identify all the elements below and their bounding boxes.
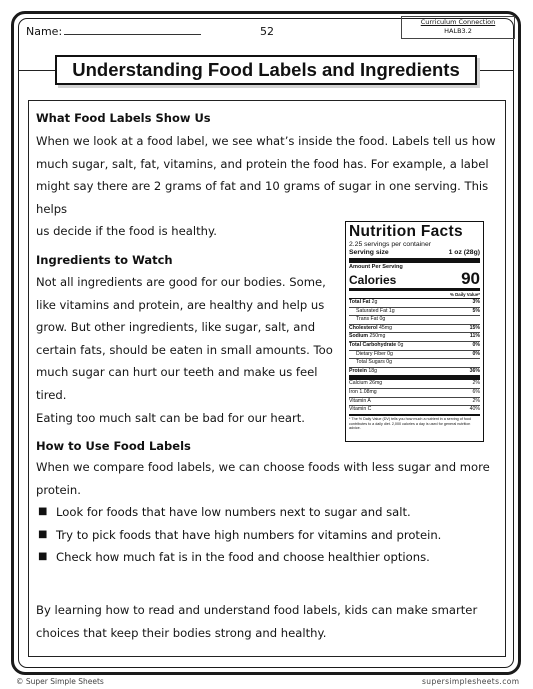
nutrient-dv: 6% xyxy=(472,388,480,395)
nutrient-row xyxy=(349,389,480,398)
section-text-conclusion xyxy=(36,599,502,644)
nutrient-row xyxy=(349,398,480,407)
nutrient-row xyxy=(349,368,480,381)
section-heading-ingredients: Ingredients to Watch xyxy=(36,253,173,267)
nutrient-amount: 0g xyxy=(396,341,404,348)
nutrient-label: Protein xyxy=(349,367,367,374)
servings-per-container: 2.25 servings per container xyxy=(349,241,431,248)
nutrient-row xyxy=(349,342,480,351)
nutrient-row xyxy=(349,299,480,308)
curriculum-title: Curriculum Connection xyxy=(420,18,496,26)
nutrient-label: Saturated Fat xyxy=(356,307,388,314)
bullet-icon: ■ xyxy=(38,528,48,540)
nutrient-amount: 1g xyxy=(387,307,395,314)
nutrient-name xyxy=(349,308,395,316)
nutrient-name xyxy=(349,351,393,359)
nutrient-amount: 18g xyxy=(366,367,377,374)
nutrient-label: Dietary Fiber xyxy=(356,350,386,357)
nutrient-row xyxy=(349,406,480,416)
nutrient-amount: 45mg xyxy=(377,324,392,331)
text-line: much sugar, salt, fat, vitamins, and protein the food has. For example, a label xyxy=(36,156,489,171)
bullet-icon: ■ xyxy=(38,506,48,517)
nutrient-amount: 26mg xyxy=(367,380,383,387)
nutrient-label: Total Carbohydrate xyxy=(349,341,397,348)
nutrient-dv: 40% xyxy=(469,406,480,413)
list-item xyxy=(36,524,502,547)
curriculum-connection-box xyxy=(401,16,515,39)
amount-per-serving: Amount Per Serving xyxy=(349,264,403,270)
page-number: 52 xyxy=(260,25,274,38)
nutrient-name xyxy=(349,316,385,324)
text-line: By learning how to read and understand food labels, kids can make smarter xyxy=(36,603,478,617)
nutrient-amount: 0g xyxy=(384,359,393,366)
nutrient-dv: 3% xyxy=(472,299,480,305)
nutrient-row xyxy=(349,380,480,389)
serving-size-label: Serving size xyxy=(349,249,389,256)
nutrient-rows xyxy=(349,299,480,380)
list-item xyxy=(36,501,502,524)
nutrient-name xyxy=(349,325,392,333)
nutrient-label: Trans Fat xyxy=(356,316,379,323)
nutrient-dv: 2% xyxy=(472,397,480,404)
nutrient-name xyxy=(349,299,377,307)
nutrient-label: Sodium xyxy=(349,333,369,340)
nutrient-row xyxy=(349,308,480,317)
list-item xyxy=(36,546,502,569)
nutrient-label: Vitamin C xyxy=(349,406,372,413)
nutrient-label: Calcium xyxy=(349,380,368,387)
nutrient-dv: 11% xyxy=(469,333,480,340)
nutrient-amount: 2g xyxy=(370,299,378,305)
serving-size-row xyxy=(349,249,480,263)
nutrition-facts-label xyxy=(345,221,484,442)
bullet-icon: ■ xyxy=(38,551,48,563)
nutrient-dv: 15% xyxy=(469,324,480,331)
nutrient-dv: 0% xyxy=(472,341,480,348)
section-heading-labels: What Food Labels Show Us xyxy=(36,111,211,125)
vitamin-rows xyxy=(349,380,480,415)
serving-size-value: 1 oz (28g) xyxy=(448,249,480,256)
text-line: protein. xyxy=(36,482,81,497)
name-line[interactable] xyxy=(64,25,201,35)
nutrient-row xyxy=(349,333,480,342)
text-line: choices that keep their bodies strong and healthy. xyxy=(36,625,327,640)
calories-value: 90 xyxy=(461,269,480,288)
nutrient-dv: 36% xyxy=(469,367,480,374)
list-item-text: Try to pick foods that have high numbers for vitamins and protein. xyxy=(56,527,442,542)
text-line: much sugar can hurt our teeth and make us feel tired. xyxy=(36,365,318,402)
nutrient-amount: 0g xyxy=(385,350,393,357)
curriculum-code: HALB3.2 xyxy=(444,27,472,35)
section-text-howto xyxy=(36,456,502,501)
nutrient-amount: 0g xyxy=(378,316,386,323)
text-line: might say there are 2 grams of fat and 10 grams of sugar in one serving. This helps xyxy=(36,179,489,216)
calories-row xyxy=(349,271,480,291)
list-item-text: Check how much fat is in the food and choose healthier options. xyxy=(56,550,430,565)
nutrient-amount: 1.08mg xyxy=(357,388,377,395)
nutrition-footnote: * The % Daily Value (DV) tells you how much a nutrient in a serving of food contributes to a daily diet. 2,000 calories a day is used for general nutrition advice. xyxy=(349,416,472,431)
text-line: When we look at a food label, we see what’s inside the food. Labels tell us how xyxy=(36,134,496,148)
nutrient-name xyxy=(349,380,382,388)
nutrient-row xyxy=(349,316,480,325)
nutrient-name xyxy=(349,398,371,406)
text-line: Not all ingredients are good for our bodies. Some, xyxy=(36,275,326,289)
nutrient-label: Total Sugars xyxy=(356,359,385,366)
nutrient-label: Total Fat xyxy=(349,299,371,305)
nutrient-name xyxy=(349,359,392,367)
nutrient-name xyxy=(349,342,403,350)
calories-label: Calories xyxy=(349,273,397,287)
nutrient-amount: 250mg xyxy=(368,333,386,340)
footer-website: supersimplesheets.com xyxy=(422,677,520,686)
list-item-text: Look for foods that have low numbers next to sugar and salt. xyxy=(56,505,411,519)
text-line: When we compare food labels, we can choose foods with less sugar and more xyxy=(36,460,490,474)
nutrient-row xyxy=(349,325,480,334)
footer-copyright: © Super Simple Sheets xyxy=(16,677,104,686)
daily-value-header: % Daily Value* xyxy=(349,291,480,299)
tips-list xyxy=(36,501,502,569)
name-label: Name: xyxy=(26,25,63,38)
nutrient-label: Iron xyxy=(349,388,358,395)
text-line: like vitamins and protein, are healthy and help us xyxy=(36,297,325,312)
text-line: certain fats, should be eaten in small amounts. Too xyxy=(36,342,333,357)
name-field[interactable] xyxy=(26,25,201,38)
nutrient-name xyxy=(349,406,371,414)
nutrient-dv: 5% xyxy=(472,307,480,314)
page-title: Understanding Food Labels and Ingredients xyxy=(55,55,477,85)
nutrient-label: Cholesterol xyxy=(349,324,378,331)
nutrient-dv: 0% xyxy=(472,350,480,357)
nutrition-title: Nutrition Facts xyxy=(349,223,463,240)
text-line: us decide if the food is healthy. xyxy=(36,224,217,239)
nutrient-row xyxy=(349,351,480,360)
nutrient-label: Vitamin A xyxy=(349,397,371,404)
nutrient-name xyxy=(349,368,377,376)
nutrient-name xyxy=(349,389,377,397)
nutrient-dv: 2% xyxy=(472,380,480,387)
text-line: grow. But other ingredients, like sugar, salt, and xyxy=(36,320,316,335)
section-heading-howto: How to Use Food Labels xyxy=(36,439,191,453)
text-line: Eating too much salt can be bad for our heart. xyxy=(36,410,305,425)
section-text-ingredients xyxy=(36,271,336,429)
nutrient-row xyxy=(349,359,480,368)
nutrient-name xyxy=(349,333,385,341)
